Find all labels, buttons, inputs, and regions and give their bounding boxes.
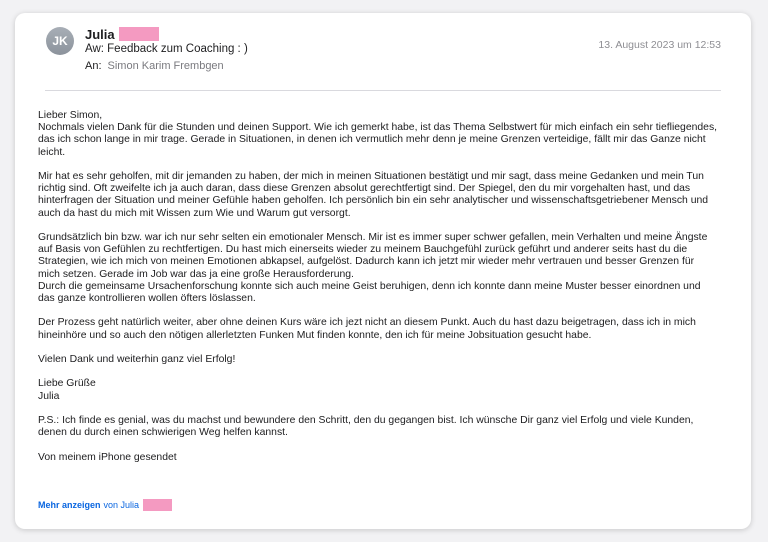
redaction-block: [143, 499, 172, 511]
email-header: [15, 13, 751, 93]
show-more-link[interactable]: Mehr anzeigen: [38, 500, 101, 510]
sent-from-line: Von meinem iPhone gesendet: [38, 451, 177, 463]
body-paragraph: Mir hat es sehr geholfen, mit dir jemanden zu haben, der mich in meinen Situationen bestätigt und mir sagt, dass meine Gedanken und mein Tun richtig sind. Oft zweifelte ich ja auch daran, dass diese Grenzen absolut gerechtfertigt sind. Der Spiegel, den du mir vorgehalten hast, und das hinterfragen der Situation und meiner Gefühle haben geholfen. Ich persönlich bin ein sehr analytischer und wissenschaftsgetriebener Mensch und auch da hast du mich mit Wissen zum Wie und Warum gut versorgt.: [38, 171, 709, 219]
recipient-label: An:: [85, 60, 102, 72]
email-subject: Aw: Feedback zum Coaching : ): [85, 43, 248, 55]
body-paragraph: Der Prozess geht natürlich weiter, aber ohne deinen Kurs wäre ich jezt nicht an diesem Punkt. Auch du hast dazu beigetragen, dass ich in mich hineinhöre und so auch den nötigen allerletzten Funken Mut finden konnte, den ich für meine Jobsituation gesucht habe.: [38, 317, 696, 341]
body-paragraph: Grundsätzlich bin bzw. war ich nur sehr selten ein emotionaler Mensch. Mir ist es immer super schwer gefallen, mein Verhalten und meine Ängste auf Basis von Gefühlen zu rechtfertigen. Du hast mich einerseits wieder zu meinem Bauchgefühl zurück geführt und anderer seits hast du die Strategien, wie ich mich von meinen Emotionen abkapsel, aufgelöst. Dadurch kann ich jetzt mir wieder mehr vertrauen und besser Grenzen für mich setzen. Gerade im Job war das ja eine große Herausforderung. Durch die gemeinsame Ursachenforschung konnte sich auch meine Geist beruhigen, denn ich konnte dann meine Muster besser einordnen und das ganze kontrollieren wollen öfters löslassen.: [38, 232, 708, 305]
sender-row: [85, 26, 159, 42]
header-divider: [45, 90, 721, 91]
email-date: 13. August 2023 um 12:53: [598, 39, 721, 51]
sender-name[interactable]: Julia: [85, 26, 115, 42]
show-more-from[interactable]: von Julia: [103, 500, 140, 510]
body-paragraph: Vielen Dank und weiterhin ganz viel Erfolg!: [38, 354, 236, 365]
avatar[interactable]: JK: [46, 27, 74, 55]
signature: Liebe Grüße Julia: [38, 378, 96, 402]
recipient-row: [85, 60, 224, 72]
recipient-name[interactable]: Simon Karim Frembgen: [107, 60, 224, 72]
email-card: [15, 13, 751, 529]
postscript: P.S.: Ich finde es genial, was du machst und bewundere den Schritt, den du gegangen bist. Ich wünsche Dir ganz viel Erfolg und viele Kunden, denen du durch einen schwierigen Weg helfen kannst.: [38, 414, 694, 439]
body-paragraph: Lieber Simon, Nochmals vielen Dank für die Stunden und deinen Support. Wie ich gemerkt habe, ist das Thema Selbstwert für mich einfach ein sehr tiefliegendes, das ich schon lange in mir trage. Gerade in Situationen, in denen ich vermutlich mehr denn je meine Grenzen verteidige, fällt mir das Ganze nicht leicht.: [38, 110, 718, 158]
redaction-block: [119, 27, 159, 41]
email-footer: [38, 499, 172, 511]
email-body: [38, 110, 718, 476]
